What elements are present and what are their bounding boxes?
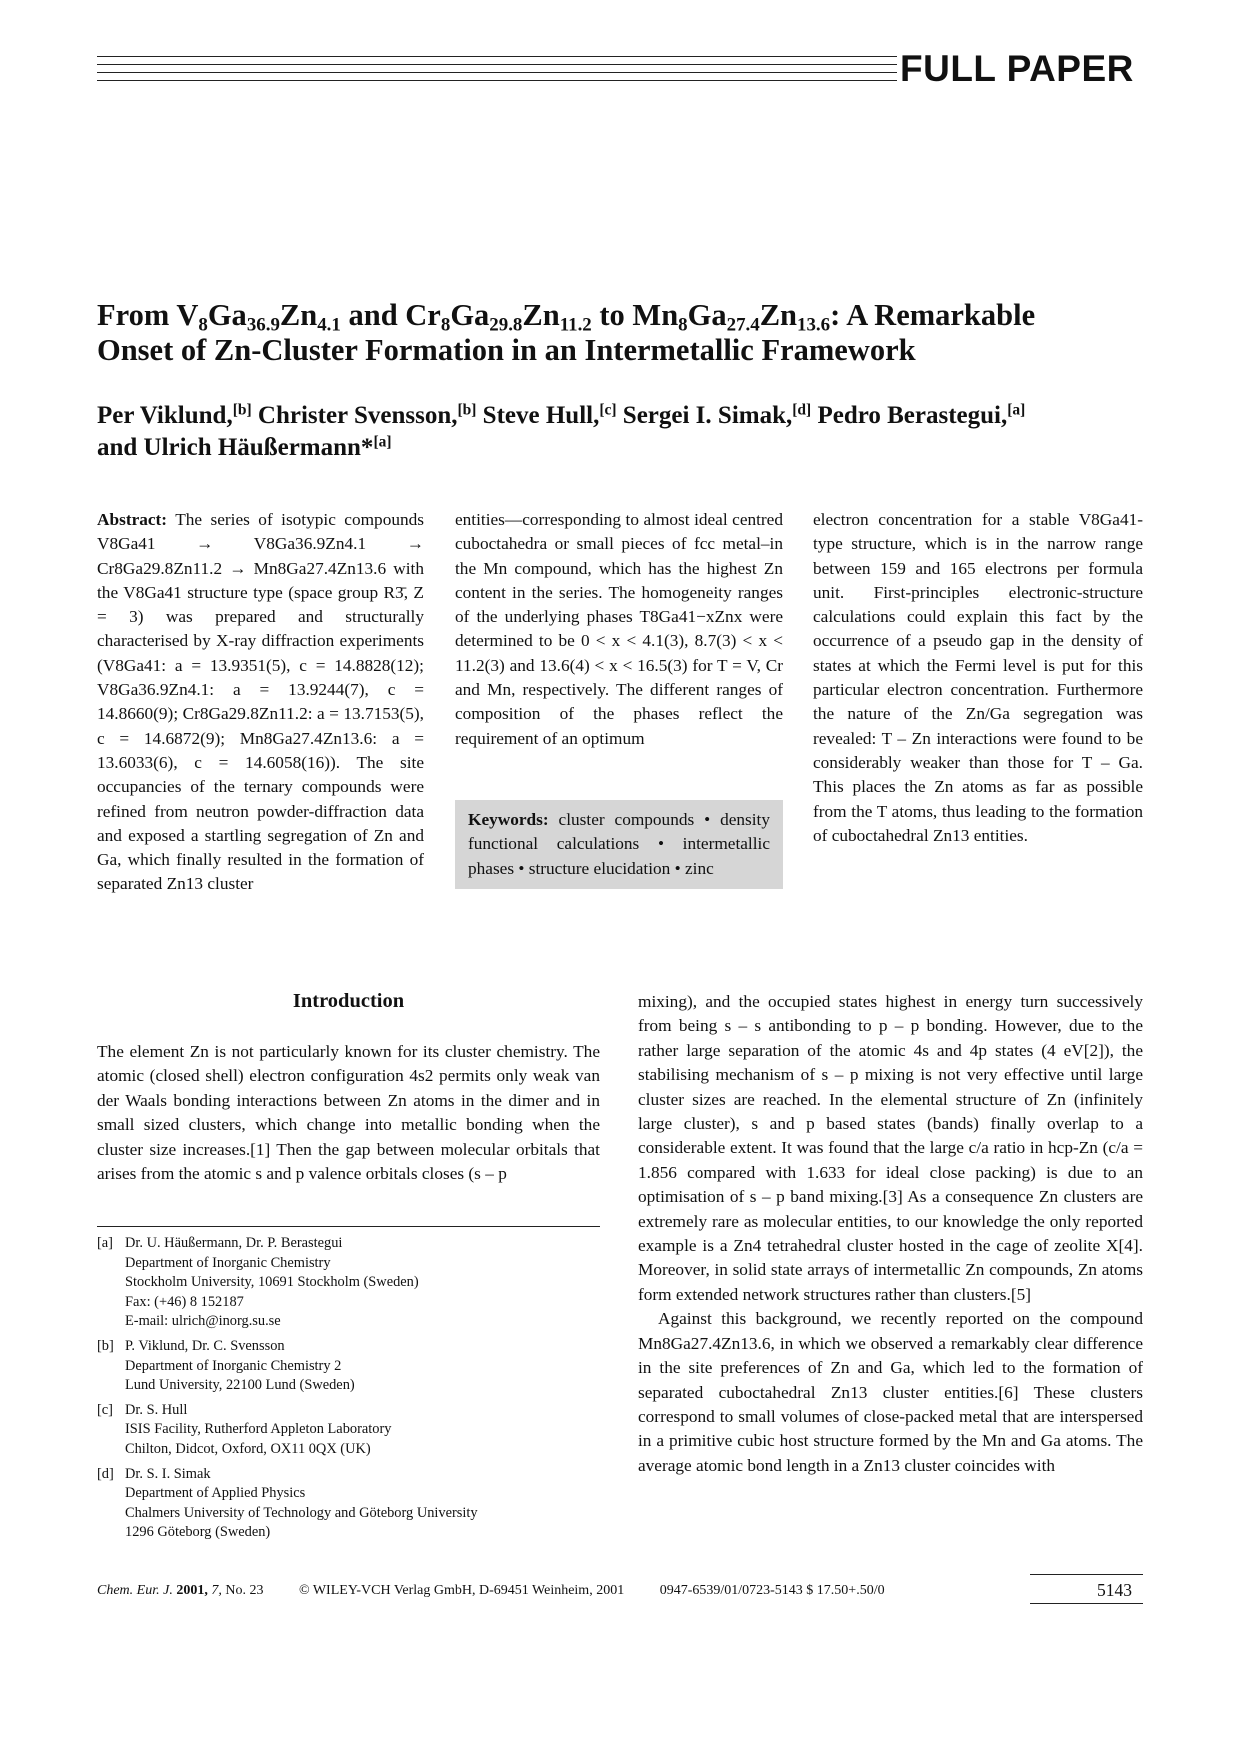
paragraph: Against this background, we recently reported on the compound Mn8Ga27.4Zn13.6, in which we observed a remarkably clear difference in the site preferences of Zn and Ga, which led to the formation of separated cuboctahedral Zn13 cluster entities.[6] These clusters correspond to small volumes of close-packed metal that are interspersed in a primitive cubic host structure formed by the Mn and Ga atoms. The average atomic bond length in a Zn13 cluster coincides with	[638, 1309, 1143, 1475]
article-code: 0947-6539/01/0723-5143 $ 17.50+.50/0	[659, 1583, 885, 1598]
paragraph: mixing), and the occupied states highest in energy turn successively from being s – s antibonding to p – p bonding. However, due to the rather large separation of the atomic 4s and 4p states (4 eV[2]), the stabilising mechanism of s – p mixing is not very effective until large cluster sizes are reached. In the elemental structure of Zn (infinitely large cluster), s and p based states (bands) finally overlap to a considerable extent. It was found that the large c/a ratio in hcp-Zn (c/a = 1.856 compared with 1.633 for ideal close packing) is due to an optimisation of s – p band mixing.[3] As a consequence Zn clusters are extremely rare as molecular entities, to our knowledge the only reported example is a Zn4 tetrahedral cluster hosted in the cage of zeolite X[4]. Moreover, in solid state arrays of intermetallic Zn compounds, Zn atoms form extended network structures rather than clusters.[5]	[638, 992, 1143, 1304]
intro-left-text: The element Zn is not particularly known for its cluster chemistry. The atomic (closed shell) electron configuration 4s2 permits only weak van der Waals bonding interactions between Zn atoms in the dimer and in small sized clusters, which change into metallic bonding when the cluster size increases.[1] Then the gap between molecular orbitals that arises from the atomic s and p valence orbitals closes (s – p	[97, 1042, 600, 1184]
affiliation-a: [a] Dr. U. Häußermann, Dr. P. Berastegui Department of Inorganic Chemistry Stockholm University, 10691 Stockholm (Sweden) Fax: (+46) 8 152187 E-mail: ulrich@inorg.su.se	[97, 1235, 419, 1330]
author-list: Per Viklund,[b] Christer Svensson,[b] Steve Hull,[c] Sergei I. Simak,[d] Pedro Berastegui,[a] and Ulrich Häußermann*[a]	[97, 401, 1026, 461]
author-name: Christer Svensson,	[251, 402, 458, 429]
author-name: Pedro Berastegui,	[811, 402, 1008, 429]
section-label: FULL PAPER	[900, 48, 1134, 89]
abstract-column-2: entities—corresponding to almost ideal centred cuboctahedra or small pieces of fcc metal–in the Mn compound, which has the highest Zn content in the series. The homogeneity ranges of the underlying phases T8Ga41−xZnx were determined to be 0 < x < 4.1(3), 8.7(3) < x < 11.2(3) and 13.6(4) < x < 16.5(3) for T = V, Cr and Mn, respectively. The different ranges of composition of the phases reflect the requirement of an optimum	[455, 510, 783, 748]
keywords-label: Keywords:	[468, 810, 549, 829]
page-footer: Chem. Eur. J. 2001, 7, No. 23 © WILEY-VCH Verlag GmbH, D-69451 Weinheim, 2001 0947-6539/01/0723-5143 $ 17.50+.50/0	[97, 1583, 885, 1598]
affiliation-d: [d] Dr. S. I. Simak Department of Applied Physics Chalmers University of Technology and Göteborg University 1296 Göteborg (Sweden)	[97, 1465, 478, 1541]
affiliation-c: [c] Dr. S. Hull ISIS Facility, Rutherford Appleton Laboratory Chilton, Didcot, Oxford, OX11 0QX (UK)	[97, 1401, 392, 1457]
section-heading: Introduction	[292, 990, 405, 1012]
abstract-label: Abstract:	[97, 510, 168, 529]
paper-title	[97, 298, 1147, 368]
author-name: Sergei I. Simak,	[616, 402, 793, 429]
title-line-1: From $V_8Ga_{36.9}Zn_{4.1}$ and $Cr_8Ga_{29.8}Zn_{11.2}$ to $Mn_8Ga_{27.4}Zn_{13.6}$: A Remarkable	[97, 298, 1036, 336]
page-number: 5143	[1097, 1580, 1132, 1600]
author-name: and Ulrich Häußermann*	[97, 434, 374, 461]
author-name: Per Viklund,	[97, 402, 233, 429]
affiliations	[97, 1234, 600, 1548]
affiliation-b: [b] P. Viklund, Dr. C. Svensson Department of Inorganic Chemistry 2 Lund University, 22100 Lund (Sweden)	[97, 1337, 355, 1394]
footnote-rule	[97, 1226, 600, 1227]
author-name: Steve Hull,	[476, 402, 600, 429]
journal-name: Chem. Eur. J.	[97, 1583, 173, 1598]
title-line-2: Onset of Zn-Cluster Formation in an Intermetallic Framework	[97, 333, 916, 367]
abstract-column-1: Abstract: The series of isotypic compounds V8Ga41 → V8Ga36.9Zn4.1 → Cr8Ga29.8Zn11.2 → Mn8Ga27.4Zn13.6 with the V8Ga41 structure type (space group R3̄, Z = 3) was prepared and structurally characterised by X-ray diffraction experiments (V8Ga41: a = 13.9351(5), c = 14.8828(12); V8Ga36.9Zn4.1: a = 13.9244(7), c = 14.8660(9); Cr8Ga29.8Zn11.2: a = 13.7153(5), c = 14.6872(9); Mn8Ga27.4Zn13.6: a = 13.6033(6), c = 14.6058(16)). The site occupancies of the ternary compounds were refined from neutron powder-diffraction data and exposed a startling segregation of Zn and Ga, which finally resulted in the formation of separated Zn13 cluster	[97, 510, 424, 894]
header-rules	[97, 56, 897, 80]
intro-right-text	[638, 990, 1143, 1478]
abstract-column-3: electron concentration for a stable V8Ga41-type structure, which is in the narrow range between 159 and 165 electrons per formula unit. First-principles electronic-structure calculations could explain this fact by the occurrence of a pseudo gap in the density of states at which the Fermi level is put for this particular electron concentration. Furthermore the nature of the Zn/Ga segregation was revealed: T – Zn interactions were found to be considerably weaker than those for T – Ga. This places the Zn atoms as far as possible from the T atoms, thus leading to the formation of cuboctahedral Zn13 entities.	[813, 510, 1143, 845]
copyright: © WILEY-VCH Verlag GmbH, D-69451 Weinheim, 2001	[298, 1583, 625, 1598]
keywords-box: Keywords: cluster compounds • density functional calculations • intermetallic phases • structure elucidation • zinc	[455, 800, 783, 889]
